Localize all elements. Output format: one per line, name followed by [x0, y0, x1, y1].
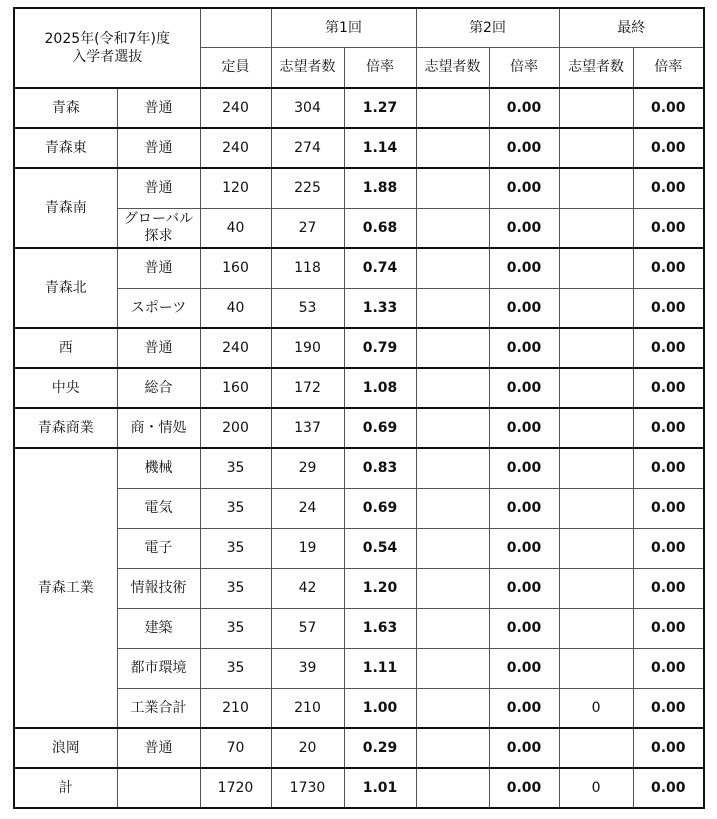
table-row: [14, 488, 704, 528]
table-row: [14, 168, 704, 208]
course-name: 普通: [117, 128, 200, 168]
ratio-round1-cell: 1.08: [344, 368, 416, 408]
capacity-cell: 40: [200, 288, 271, 328]
course-name: 都市環境: [117, 648, 200, 688]
ratio-round1-cell: 0.69: [344, 408, 416, 448]
table-row: [14, 648, 704, 688]
ratio-final-cell: 0.00: [633, 88, 704, 128]
course-name: 建築: [117, 608, 200, 648]
ratio-final-cell: 0.00: [633, 528, 704, 568]
ratio-round2-cell: 0.00: [489, 328, 559, 368]
table-row: [14, 248, 704, 288]
header-applicants-round2: 志望者数: [416, 47, 489, 88]
capacity-cell: 35: [200, 608, 271, 648]
course-name: [117, 208, 200, 248]
applicants-round2-cell: [416, 248, 489, 288]
ratio-final-cell: 0.00: [633, 128, 704, 168]
table-row: [14, 328, 704, 368]
applicants-round2-cell: [416, 488, 489, 528]
header-round2: 第2回: [416, 8, 559, 47]
ratio-round2-cell: 0.00: [489, 528, 559, 568]
header-ratio-final: 倍率: [633, 47, 704, 88]
capacity-cell: 35: [200, 568, 271, 608]
applicants-round1-cell: 118: [271, 248, 344, 288]
ratio-round2-cell: 0.00: [489, 128, 559, 168]
ratio-round2-cell: 0.00: [489, 368, 559, 408]
ratio-round2-cell: 0.00: [489, 208, 559, 248]
header-applicants-final: 志望者数: [559, 47, 633, 88]
course-name: 普通: [117, 168, 200, 208]
applicants-round2-cell: [416, 768, 489, 808]
applicants-round2-cell: [416, 328, 489, 368]
applicants-round2-cell: [416, 568, 489, 608]
table-row: [14, 208, 704, 248]
applicants-final-cell: [559, 408, 633, 448]
table-row: [14, 408, 704, 448]
applicants-round1-cell: 172: [271, 368, 344, 408]
ratio-final-cell: 0.00: [633, 608, 704, 648]
applicants-final-cell: [559, 728, 633, 768]
applicants-round1-cell: 190: [271, 328, 344, 368]
ratio-final-cell: 0.00: [633, 328, 704, 368]
capacity-cell: 240: [200, 128, 271, 168]
applicants-round1-cell: 274: [271, 128, 344, 168]
ratio-round1-cell: 0.69: [344, 488, 416, 528]
applicants-round1-cell: 24: [271, 488, 344, 528]
ratio-round1-cell: 1.63: [344, 608, 416, 648]
ratio-final-cell: 0.00: [633, 448, 704, 488]
applicants-final-cell: [559, 88, 633, 128]
ratio-final-cell: 0.00: [633, 288, 704, 328]
ratio-round1-cell: 1.20: [344, 568, 416, 608]
school-name: 青森工業: [14, 448, 117, 728]
header-blank-cell: [200, 8, 271, 47]
table-row: [14, 128, 704, 168]
applicants-round1-cell: 20: [271, 728, 344, 768]
ratio-round1-cell: 1.11: [344, 648, 416, 688]
course-name: 普通: [117, 88, 200, 128]
applicants-round1-cell: 53: [271, 288, 344, 328]
applicants-round1-cell: 304: [271, 88, 344, 128]
applicants-round1-cell: 27: [271, 208, 344, 248]
capacity-cell: 120: [200, 168, 271, 208]
course-name: 商・情処: [117, 408, 200, 448]
course-name: 普通: [117, 728, 200, 768]
course-name: 機械: [117, 448, 200, 488]
capacity-cell: 35: [200, 448, 271, 488]
header-round1: 第1回: [271, 8, 416, 47]
header-row-1: [14, 8, 704, 47]
admissions-table: [13, 7, 705, 809]
ratio-round2-cell: 0.00: [489, 728, 559, 768]
ratio-round2-cell: 0.00: [489, 648, 559, 688]
applicants-final-cell: 0: [559, 768, 633, 808]
applicants-round1-cell: 1730: [271, 768, 344, 808]
applicants-round1-cell: 137: [271, 408, 344, 448]
table-row: [14, 288, 704, 328]
applicants-round2-cell: [416, 608, 489, 648]
ratio-round2-cell: 0.00: [489, 688, 559, 728]
school-name: 浪岡: [14, 728, 117, 768]
table-title-line1: 2025年(令和7年)度: [44, 31, 170, 47]
applicants-final-cell: [559, 648, 633, 688]
applicants-final-cell: [559, 608, 633, 648]
applicants-round1-cell: 29: [271, 448, 344, 488]
ratio-round2-cell: 0.00: [489, 768, 559, 808]
ratio-round1-cell: 1.14: [344, 128, 416, 168]
ratio-final-cell: 0.00: [633, 728, 704, 768]
capacity-cell: 70: [200, 728, 271, 768]
course-name: 電子: [117, 528, 200, 568]
course-name-line2: 探求: [144, 227, 173, 244]
capacity-cell: 35: [200, 488, 271, 528]
applicants-round2-cell: [416, 128, 489, 168]
ratio-round1-cell: 0.54: [344, 528, 416, 568]
applicants-final-cell: [559, 488, 633, 528]
ratio-final-cell: 0.00: [633, 208, 704, 248]
applicants-round2-cell: [416, 288, 489, 328]
ratio-round2-cell: 0.00: [489, 608, 559, 648]
ratio-round1-cell: 0.79: [344, 328, 416, 368]
ratio-round1-cell: 1.33: [344, 288, 416, 328]
applicants-round2-cell: [416, 408, 489, 448]
ratio-final-cell: 0.00: [633, 488, 704, 528]
applicants-round1-cell: 42: [271, 568, 344, 608]
ratio-round2-cell: 0.00: [489, 488, 559, 528]
school-name: 青森北: [14, 248, 117, 328]
capacity-cell: 240: [200, 328, 271, 368]
applicants-round1-cell: 19: [271, 528, 344, 568]
table-row: [14, 448, 704, 488]
ratio-round2-cell: 0.00: [489, 248, 559, 288]
capacity-cell: 200: [200, 408, 271, 448]
applicants-round1-cell: 57: [271, 608, 344, 648]
capacity-cell: 160: [200, 248, 271, 288]
header-ratio-round1: 倍率: [344, 47, 416, 88]
capacity-cell: 240: [200, 88, 271, 128]
applicants-final-cell: [559, 248, 633, 288]
ratio-round2-cell: 0.00: [489, 568, 559, 608]
applicants-round1-cell: 39: [271, 648, 344, 688]
ratio-round1-cell: 1.27: [344, 88, 416, 128]
school-name: 青森: [14, 88, 117, 128]
ratio-final-cell: 0.00: [633, 688, 704, 728]
capacity-cell: 40: [200, 208, 271, 248]
applicants-round2-cell: [416, 688, 489, 728]
applicants-final-cell: [559, 288, 633, 328]
applicants-final-cell: [559, 208, 633, 248]
ratio-final-cell: 0.00: [633, 648, 704, 688]
school-name: 中央: [14, 368, 117, 408]
course-name: [117, 768, 200, 808]
course-name: 総合: [117, 368, 200, 408]
table-row: [14, 568, 704, 608]
ratio-final-cell: 0.00: [633, 168, 704, 208]
applicants-final-cell: [559, 568, 633, 608]
ratio-round1-cell: 1.01: [344, 768, 416, 808]
applicants-final-cell: [559, 328, 633, 368]
ratio-round1-cell: 1.00: [344, 688, 416, 728]
ratio-round1-cell: 0.68: [344, 208, 416, 248]
ratio-round2-cell: 0.00: [489, 448, 559, 488]
applicants-final-cell: 0: [559, 688, 633, 728]
ratio-round2-cell: 0.00: [489, 408, 559, 448]
applicants-round2-cell: [416, 88, 489, 128]
ratio-final-cell: 0.00: [633, 768, 704, 808]
applicants-final-cell: [559, 128, 633, 168]
capacity-cell: 35: [200, 648, 271, 688]
applicants-final-cell: [559, 528, 633, 568]
applicants-round2-cell: [416, 648, 489, 688]
applicants-final-cell: [559, 368, 633, 408]
capacity-cell: 35: [200, 528, 271, 568]
course-name: スポーツ: [117, 288, 200, 328]
applicants-round2-cell: [416, 528, 489, 568]
course-name-line1: グローバル: [123, 210, 194, 227]
ratio-final-cell: 0.00: [633, 408, 704, 448]
ratio-round1-cell: 0.29: [344, 728, 416, 768]
ratio-round1-cell: 1.88: [344, 168, 416, 208]
ratio-final-cell: 0.00: [633, 368, 704, 408]
school-name: 青森商業: [14, 408, 117, 448]
course-name: 電気: [117, 488, 200, 528]
table-row: [14, 528, 704, 568]
table-title-cell: [14, 8, 200, 88]
applicants-round2-cell: [416, 728, 489, 768]
applicants-round1-cell: 225: [271, 168, 344, 208]
header-final: 最終: [559, 8, 704, 47]
course-name: 工業合計: [117, 688, 200, 728]
school-name: 西: [14, 328, 117, 368]
applicants-round2-cell: [416, 368, 489, 408]
applicants-round2-cell: [416, 208, 489, 248]
capacity-cell: 1720: [200, 768, 271, 808]
table-row: [14, 728, 704, 768]
header-ratio-round2: 倍率: [489, 47, 559, 88]
ratio-round2-cell: 0.00: [489, 88, 559, 128]
capacity-cell: 160: [200, 368, 271, 408]
table-row: [14, 688, 704, 728]
ratio-round1-cell: 0.83: [344, 448, 416, 488]
ratio-final-cell: 0.00: [633, 248, 704, 288]
applicants-final-cell: [559, 448, 633, 488]
school-name: 青森東: [14, 128, 117, 168]
ratio-final-cell: 0.00: [633, 568, 704, 608]
applicants-final-cell: [559, 168, 633, 208]
table-row: [14, 88, 704, 128]
total-label: 計: [14, 768, 117, 808]
applicants-round2-cell: [416, 168, 489, 208]
header-applicants-round1: 志望者数: [271, 47, 344, 88]
table-row: [14, 608, 704, 648]
table-row: [14, 368, 704, 408]
ratio-round2-cell: 0.00: [489, 288, 559, 328]
course-name: 普通: [117, 248, 200, 288]
applicants-round2-cell: [416, 448, 489, 488]
ratio-round2-cell: 0.00: [489, 168, 559, 208]
course-name: 情報技術: [117, 568, 200, 608]
applicants-round1-cell: 210: [271, 688, 344, 728]
total-row: [14, 768, 704, 808]
capacity-cell: 210: [200, 688, 271, 728]
table-title-line2: 入学者選抜: [72, 49, 143, 65]
course-name: 普通: [117, 328, 200, 368]
ratio-round1-cell: 0.74: [344, 248, 416, 288]
school-name: 青森南: [14, 168, 117, 248]
header-capacity: 定員: [200, 47, 271, 88]
